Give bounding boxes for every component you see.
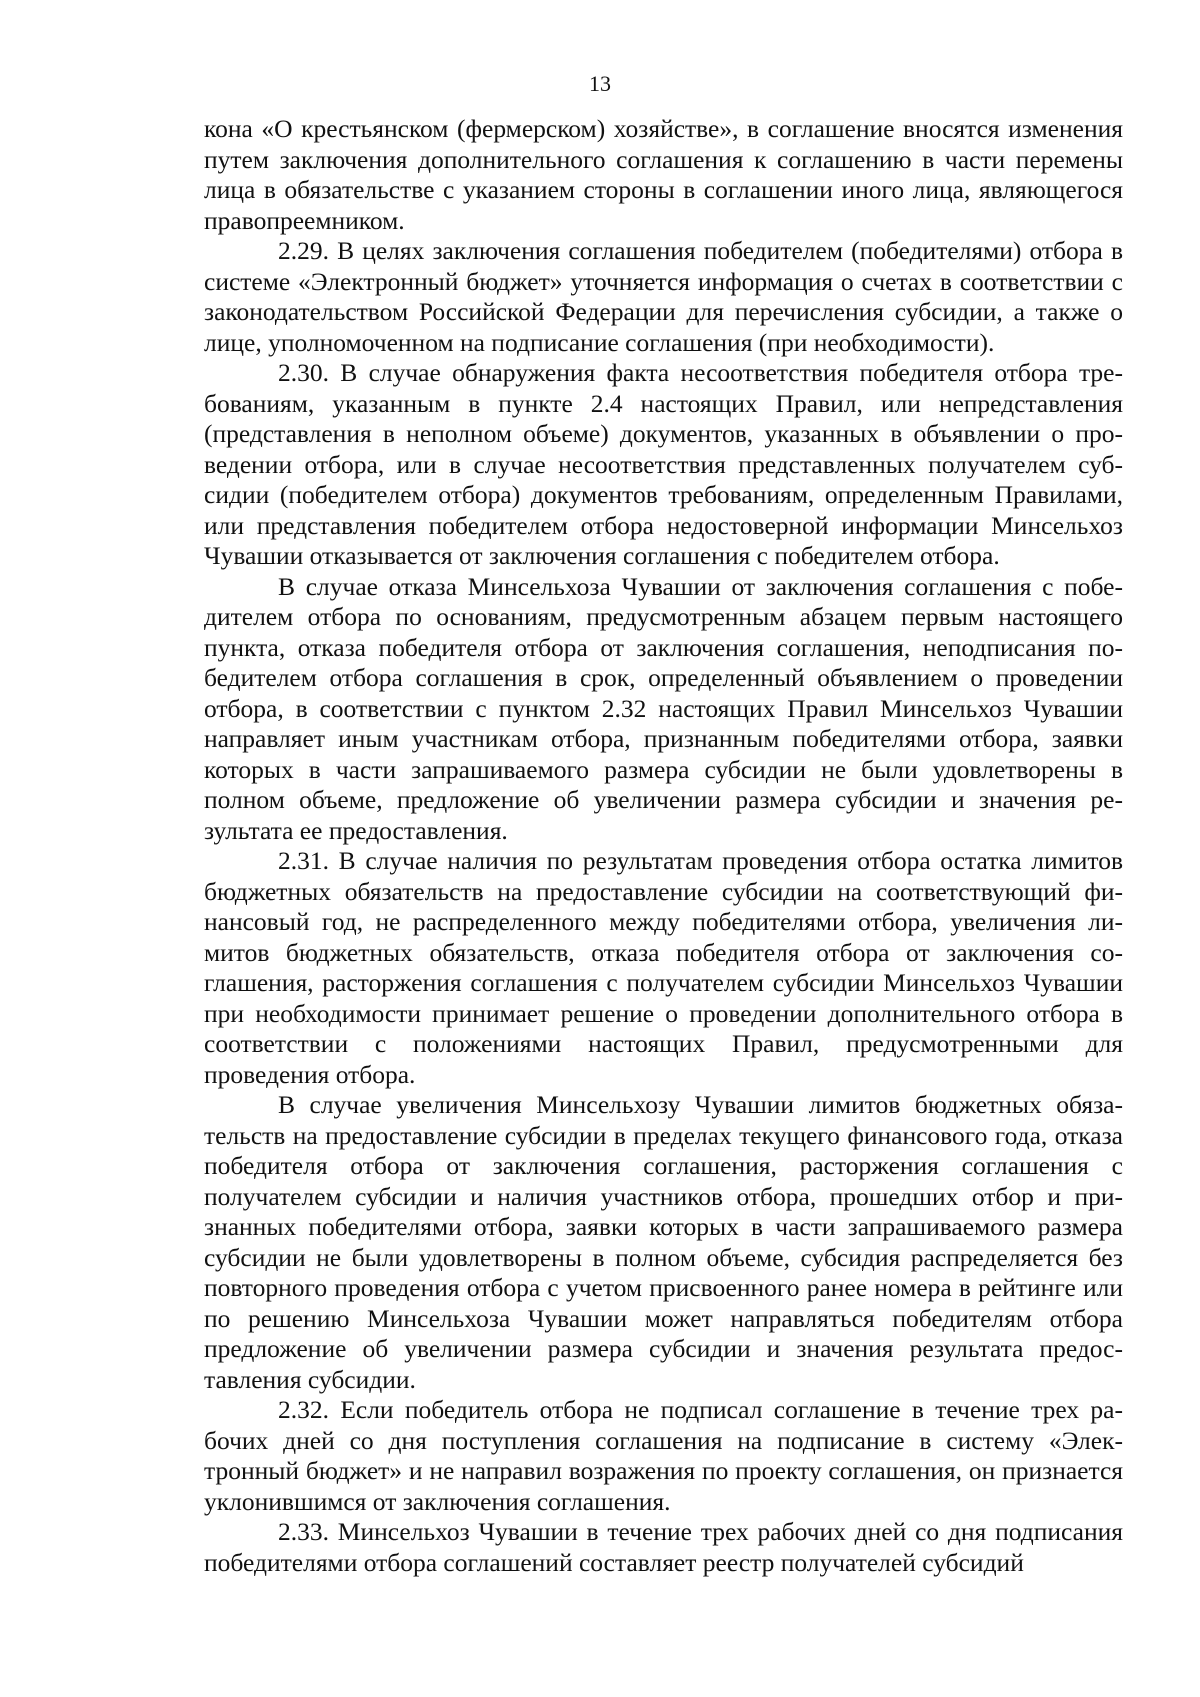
- paragraph-2-30: 2.30. В случае обнаружения факта несоответствия победителя отбора требованиям, указанным в пункте 2.4 настоящих Правил, или непредставления (представления в неполном объеме) документов, указанных в объявлении о проведении отбора, или в случае несоответствия представленных получателем субсидии (победителем отбора) документов требованиям, определенным Правилами, или представления победителем отбора недостоверной информации Минсельхоз Чувашии отказывается от заключения соглашения с победителем отбора.: [204, 358, 1123, 570]
- paragraph-continuation: кона «О крестьянском (фермерском) хозяйстве», в соглашение вносятся изменения путем заключения дополнительного соглашения к соглашению в части перемены лица в обязательстве с указанием стороны в соглашении иного лица, являющегося правопреемником.: [204, 114, 1123, 235]
- paragraph-2-30-refusal: В случае отказа Минсельхоза Чувашии от заключения соглашения с победителем отбора по основаниям, предусмотренным абзацем первым настоящего пункта, отказа победителя отбора от заключения соглашения, неподписания победителем отбора соглашения в срок, определенный объявлением о проведении отбора, в соответствии с пунктом 2.32 настоящих Правил Минсельхоз Чувашии направляет иным участникам отбора, признанным победителями отбора, заявки которых в части запрашиваемого размера субсидии не были удовлетворены в полном объеме, предложение об увеличении размера субсидии и значения результата ее предоставления.: [204, 571, 1123, 845]
- page-number: 13: [589, 71, 611, 96]
- paragraph-2-33: 2.33. Минсельхоз Чувашии в течение трех рабочих дней со дня подписания победителями отбора соглашений составляет реестр получателей субсидий: [204, 1517, 1123, 1577]
- document-body: [204, 114, 1123, 1578]
- paragraph-2-32: 2.32. Если победитель отбора не подписал соглашение в течение трех рабочих дней со дня поступления соглашения на подписание в систему «Электронный бюджет» и не направил возражения по проекту соглашения, он признается уклонившимся от заключения соглашения.: [204, 1395, 1123, 1516]
- paragraph-2-29: 2.29. В целях заключения соглашения победителем (победителями) отбора в системе «Электронный бюджет» уточняется информация о счетах в соответствии с законодательством Российской Федерации для перечисления субсидии, а также о лице, уполномоченном на подписание соглашения (при необходимости).: [204, 236, 1123, 357]
- paragraph-2-31: 2.31. В случае наличия по результатам проведения отбора остатка лимитов бюджетных обязательств на предоставление субсидии на соответствующий финансовый год, не распределенного между победителями отбора, увеличения лимитов бюджетных обязательств, отказа победителя отбора от заключения соглашения, расторжения соглашения с получателем субсидии Минсельхоз Чувашии при необходимости принимает решение о проведении дополнительного отбора в соответствии с положениями настоящих Правил, предусмотренными для проведения отбора.: [204, 846, 1123, 1089]
- paragraph-2-31-increase: В случае увеличения Минсельхозу Чувашии лимитов бюджетных обязательств на предоставление субсидии в пределах текущего финансового года, отказа победителя отбора от заключения соглашения, расторжения соглашения с получателем субсидии и наличия участников отбора, прошедших отбор и признанных победителями отбора, заявки которых в части запрашиваемого размера субсидии не были удовлетворены в полном объеме, субсидия распределяется без повторного проведения отбора с учетом присвоенного ранее номера в рейтинге или по решению Минсельхоза Чувашии может направляться победителям отбора предложение об увеличении размера субсидии и значения результата предоставления субсидии.: [204, 1090, 1123, 1394]
